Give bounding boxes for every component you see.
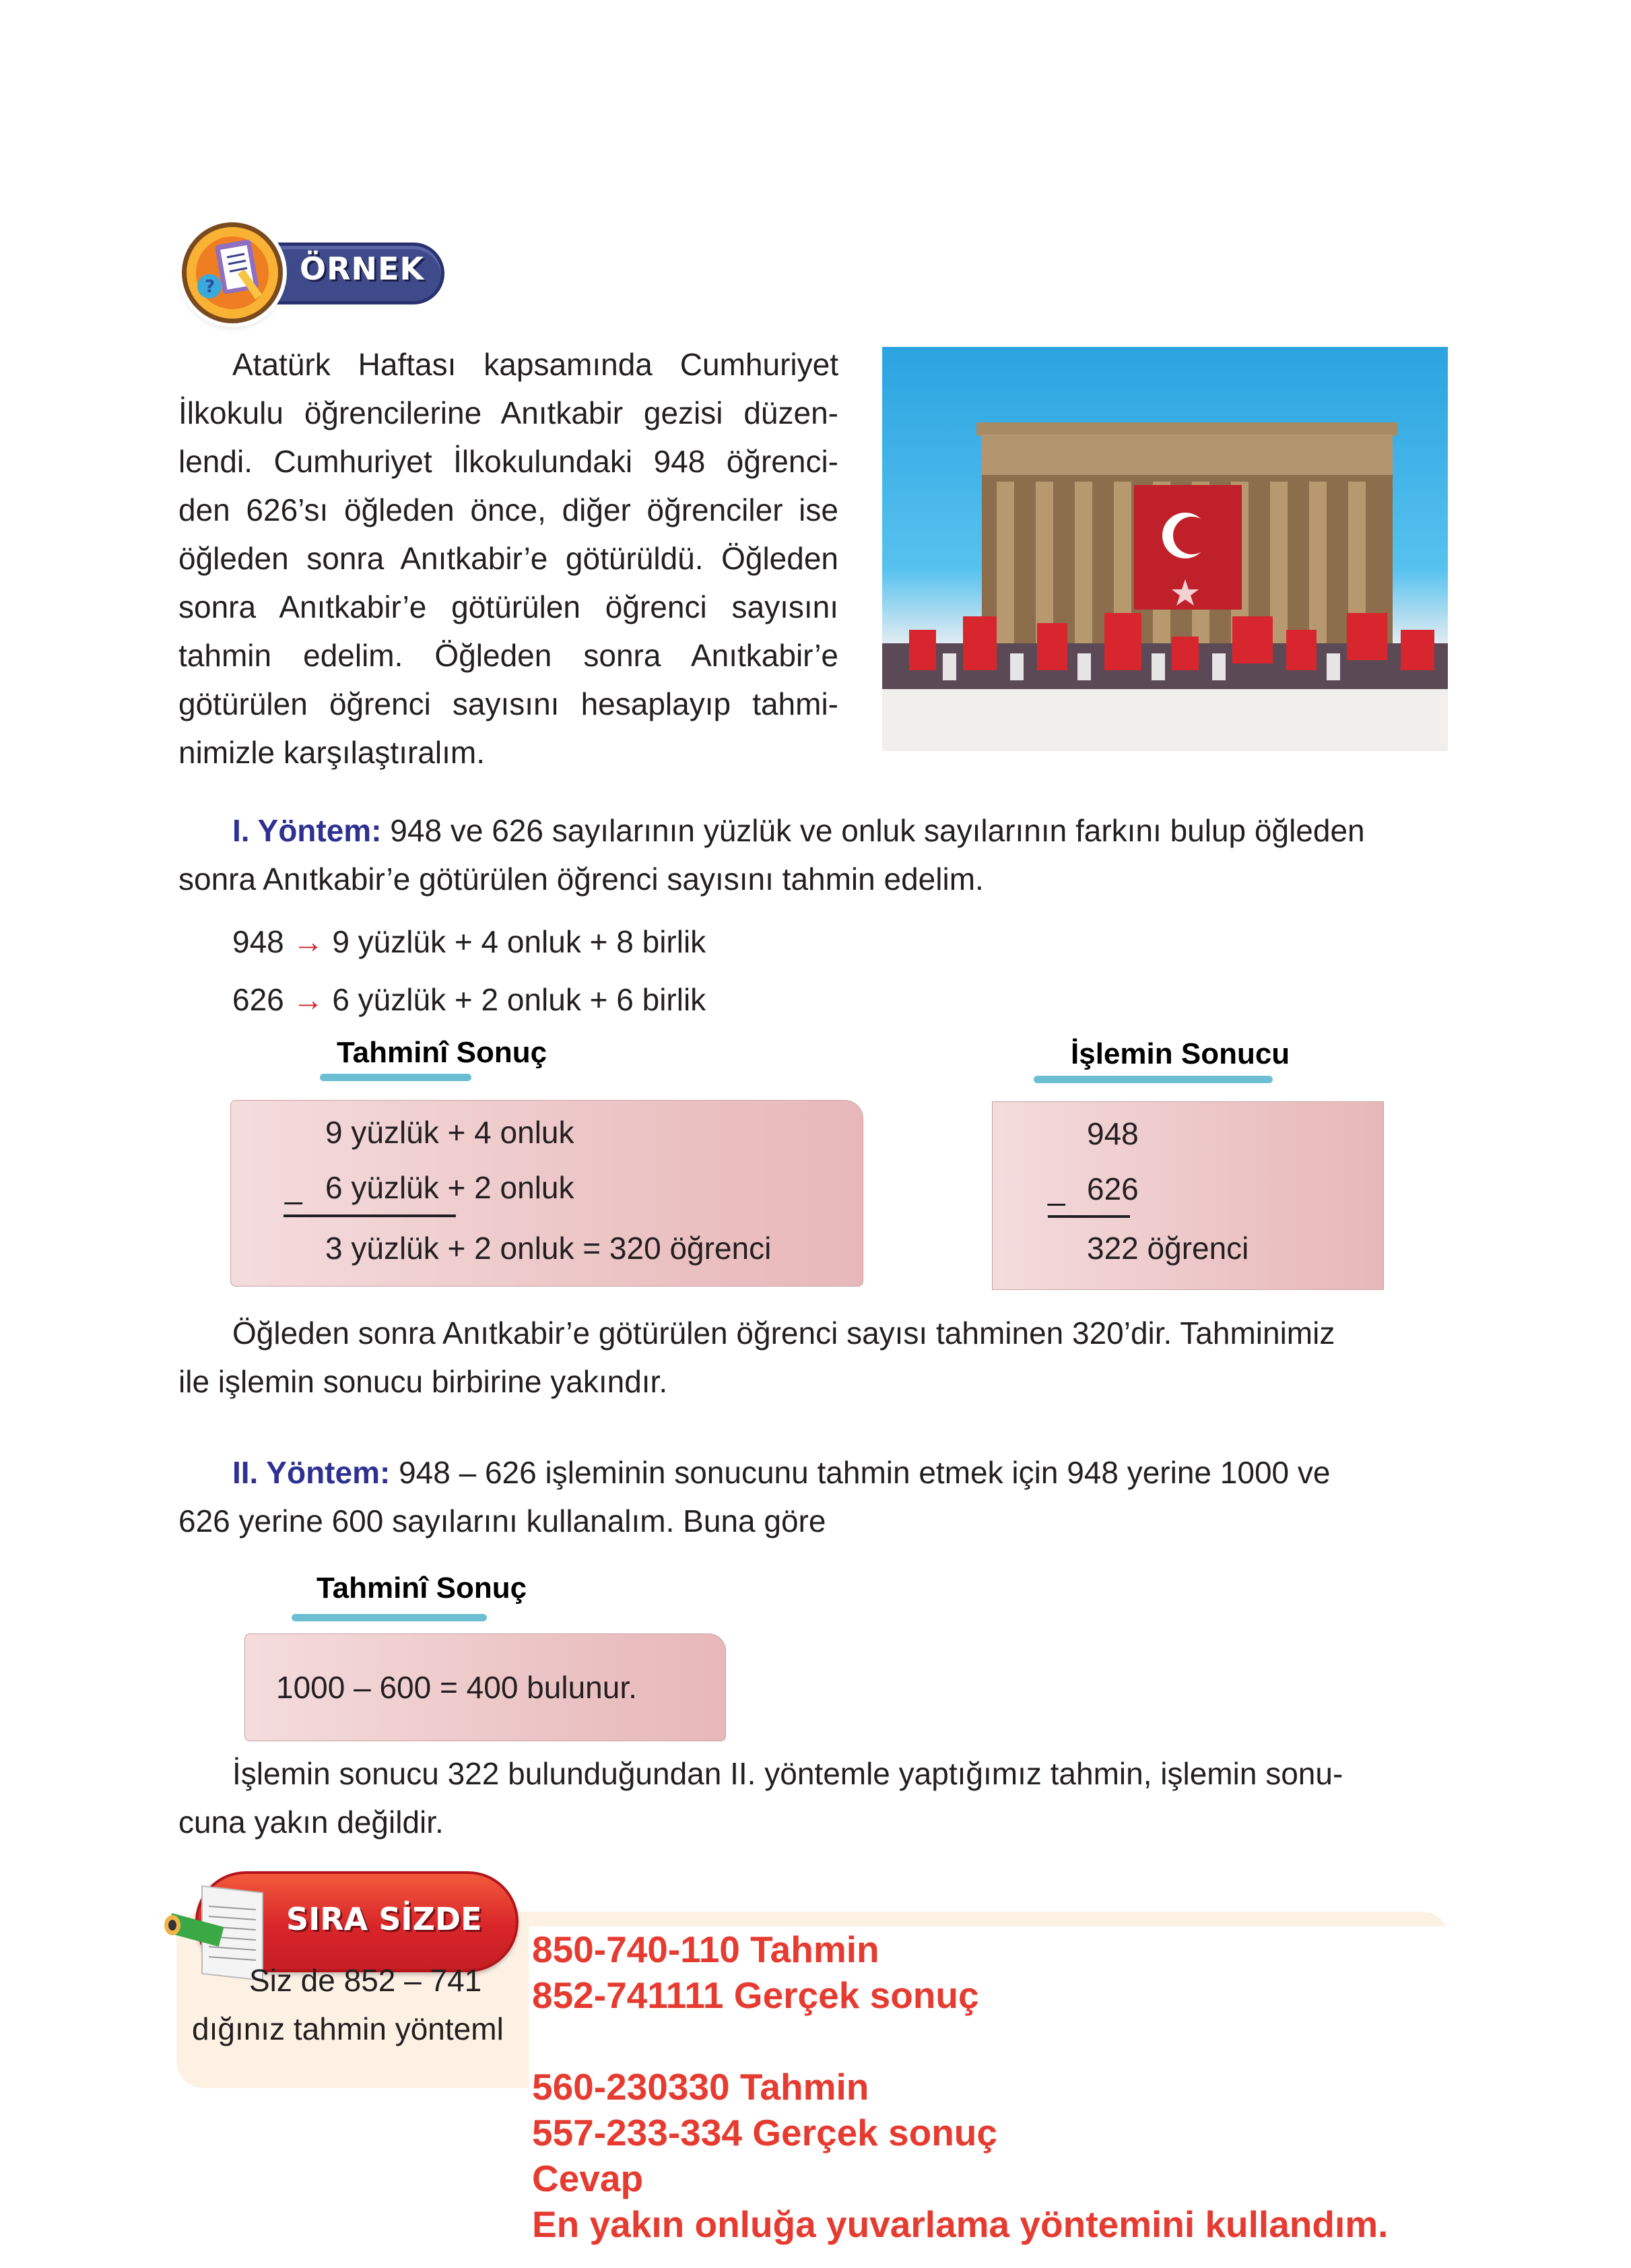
estimate-line: 9 yüzlük + 4 onluk [325, 1115, 574, 1150]
estimate-box [230, 1100, 863, 1287]
intro-line: tahmin edelim. Öğleden sonra Anıtkabir’e [178, 638, 838, 673]
result-box [992, 1101, 1384, 1290]
answer-line: 850-740-110 Tahmin [532, 1929, 879, 1970]
sum-rule [284, 1214, 456, 1217]
result-title: İşlemin Sonucu [1071, 1037, 1290, 1070]
decomposition-row: 626 → 6 yüzlük + 2 onluk + 6 birlik [232, 982, 706, 1017]
intro-line: nimizle karşılaştıralım. [178, 735, 485, 770]
decomposition-list [232, 913, 706, 1029]
intro-line: Atatürk Haftası kapsamında Cumhuriyet [232, 347, 838, 382]
estimate-result: 3 yüzlük + 2 onluk = 320 öğrenci [325, 1231, 772, 1266]
minus-sign: _ [285, 1170, 302, 1205]
answer-overlay [529, 1926, 1471, 2268]
result-line: 626 [1087, 1171, 1139, 1206]
anitkabir-photo [882, 347, 1448, 751]
answer-line [532, 2018, 1388, 2064]
minus-sign: _ [1048, 1171, 1065, 1206]
title-underline [292, 1614, 487, 1621]
estimate-line: 1000 – 600 = 400 bulunur. [276, 1670, 637, 1705]
intro-line: öğleden sonra Anıtkabir’e götürüldü. Öğleden [178, 541, 838, 576]
estimate-box-2 [244, 1633, 726, 1741]
intro-line: lendi. Cumhuriyet İlkokulundaki 948 öğrenci- [178, 444, 838, 479]
method2-text-2: 626 yerine 600 sayılarını kullanalım. Buna göre [178, 1503, 826, 1538]
arrow-icon: → [292, 982, 324, 1017]
method1-text: 948 ve 626 sayılarının yüzlük ve onluk sayılarının farkını bulup öğleden [381, 813, 1365, 848]
answer-line: En yakın onluğa yuvarlama yöntemini kullandım. [532, 2203, 1389, 2245]
intro-line: İlkokulu öğrencilerine Anıtkabir gezisi düzen- [178, 395, 838, 430]
method1-paragraph [178, 806, 1450, 903]
title-underline [320, 1074, 471, 1081]
clipboard-question-icon [182, 222, 283, 323]
answer-line: 560-230330 Tahmin [532, 2066, 869, 2108]
method1-text-2: sonra Anıtkabir’e götürülen öğrenci sayısını tahmin edelim. [178, 862, 984, 897]
your-turn-text: Siz de 852 – 741 dığınız tahmin yönteml [192, 1963, 504, 2046]
answer-line: Cevap [532, 2158, 644, 2199]
method2-text: 948 – 626 işleminin sonucunu tahmin etmek için 948 yerine 1000 ve [390, 1455, 1331, 1490]
intro-line: götürülen öğrenci sayısını hesaplayıp tahmi- [178, 686, 838, 721]
arrow-icon: → [292, 924, 324, 959]
method1-conclusion: Öğleden sonra Anıtkabir’e götürülen öğrenci sayısı tahminen 320’dir. Tahminimiz ile işlemin sonucu birbirine yakındır. [178, 1316, 1335, 1399]
decomposition-row: 948 → 9 yüzlük + 4 onluk + 8 birlik [232, 924, 706, 959]
method2-paragraph [178, 1448, 1450, 1545]
answer-text [532, 1926, 1388, 2247]
intro-line: den 626’sı öğleden önce, diğer öğrenciler ise [178, 492, 838, 527]
result-value: 322 öğrenci [1087, 1231, 1249, 1266]
example-badge-label: ÖRNEK [300, 251, 425, 287]
method1-label: I. Yöntem: [232, 813, 382, 848]
method2-label: II. Yöntem: [232, 1455, 391, 1490]
estimate-line: 6 yüzlük + 2 onluk [325, 1170, 574, 1205]
answer-line: 557-233-334 Gerçek sonuç [532, 2112, 997, 2153]
title-underline [1034, 1076, 1273, 1083]
answer-line: 852-741111 Gerçek sonuç [532, 1974, 979, 2016]
intro-line: sonra Anıtkabir’e götürülen öğrenci sayısını [178, 589, 838, 624]
your-turn-label: SIRA SİZDE [286, 1901, 482, 1937]
method2-conclusion: İşlemin sonucu 322 bulunduğundan II. yöntemle yaptığımız tahmin, işlemin sonu- cuna yakın değildir. [178, 1756, 1343, 1840]
svg-text:?: ? [205, 277, 215, 297]
estimate-title: Tahminî Sonuç [337, 1036, 547, 1069]
intro-paragraph [178, 340, 838, 777]
estimate-title-2: Tahminî Sonuç [317, 1572, 527, 1605]
result-line: 948 [1087, 1116, 1139, 1151]
sum-rule [1048, 1215, 1130, 1218]
